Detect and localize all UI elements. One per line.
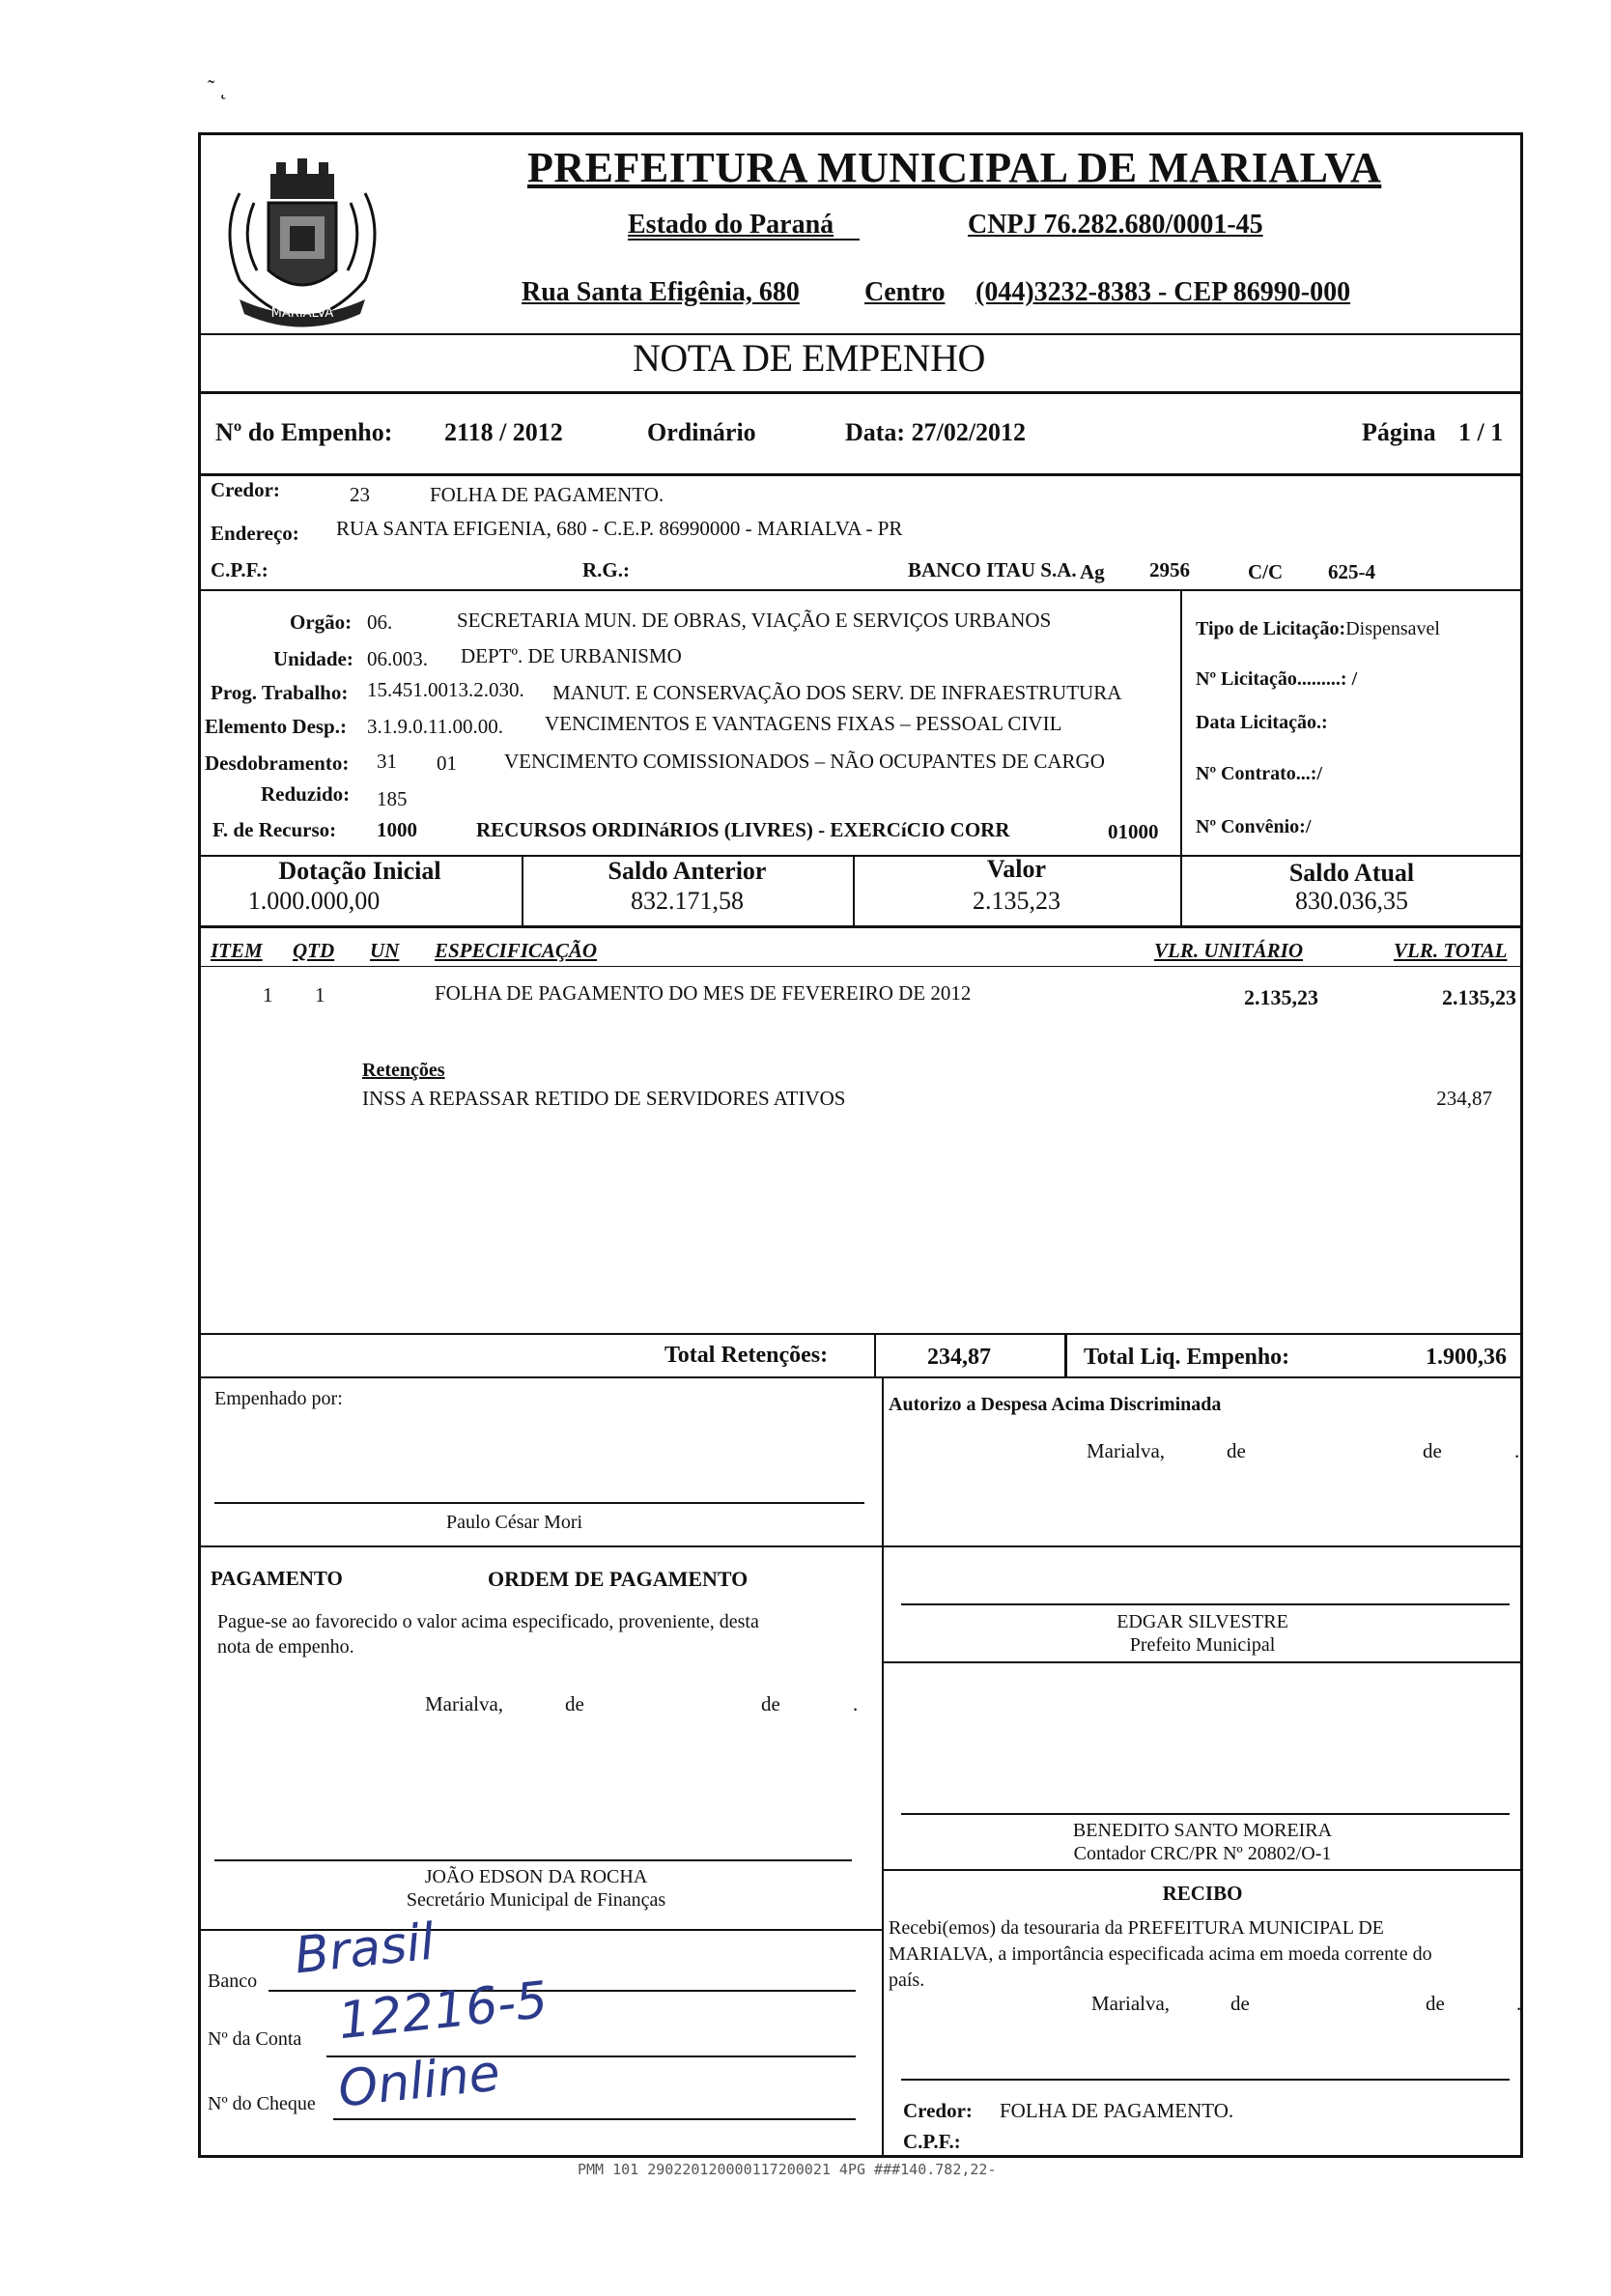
secretario-title: Secretário Municipal de Finanças [406,1889,666,1911]
recibo-credor-label: Credor: [903,2099,973,2122]
credor-name: FOLHA DE PAGAMENTO. [430,483,664,506]
document-title: NOTA DE EMPENHO [633,336,985,380]
page-title: PREFEITURA MUNICIPAL DE MARIALVA [527,144,1382,191]
convenio-label: Nº Convênio:/ [1196,816,1312,837]
header-street: Rua Santa Efigênia, 680 [522,277,800,307]
autorizo-de-1: de [1227,1439,1246,1462]
account-number: 625-4 [1328,560,1375,583]
valor-value: 2.135,23 [973,887,1060,915]
orgao-label: Orgão: [290,610,353,634]
recurso-name: RECURSOS ORDINáRIOS (LIVRES) - EXERCíCIO CORR [476,818,1010,841]
valor-label: Valor [986,855,1047,883]
header-phone-cep: (044)3232-8383 - CEP 86990-000 [975,277,1351,307]
credor-code: 23 [350,483,370,506]
col-especificacao: ESPECIFICAÇÃO [435,939,598,962]
orgao-name: SECRETARIA MUN. DE OBRAS, VIAÇÃO E SERVIÇOS URBANOS [457,609,1052,632]
ordem-pagamento-title: ORDEM DE PAGAMENTO [488,1567,749,1591]
prog-label: Prog. Trabalho: [211,681,349,704]
municipal-crest-icon [201,135,404,338]
autorizo-text: Autorizo a Despesa Acima Discriminada [889,1394,1222,1415]
contador-name: BENEDITO SANTO MOREIRA [1072,1820,1333,1841]
recibo-de-2: de [1426,1992,1445,2015]
desdobramento-label: Desdobramento: [205,751,350,775]
saldo-anterior-value: 832.171,58 [631,887,744,915]
cheque-label: Nº do Cheque [208,2093,316,2114]
elemento-code: 3.1.9.0.11.00.00. [367,715,503,738]
conta-label: Nº da Conta [208,2028,302,2050]
pague-se-line1: Pague-se ao favorecido o valor acima especificado, proveniente, desta [217,1611,759,1632]
licitacao-number-label: Nº Licitação.........: / [1196,668,1358,690]
desdobramento-b: 01 [437,751,457,775]
item-vlr-total: 2.135,23 [1442,985,1516,1009]
desdobramento-a: 31 [377,750,397,773]
empenho-number: 2118 / 2012 [444,418,563,446]
bank-name: BANCO ITAU S.A. [908,558,1077,581]
recibo-line3: país. [889,1970,925,1991]
reduzido-label: Reduzido: [261,782,351,806]
col-item: ITEM [211,939,263,962]
elemento-label: Elemento Desp.: [205,715,347,738]
svg-text:MARIALVA: MARIALVA [270,306,334,321]
saldo-atual-label: Saldo Atual [1288,859,1415,887]
agency-number: 2956 [1149,558,1190,581]
recibo-city: Marialva, [1091,1992,1171,2015]
total-liquido-value: 1.900,36 [1426,1345,1507,1370]
recibo-de-1: de [1230,1992,1250,2015]
col-vlr-total: VLR. TOTAL [1394,939,1508,962]
col-un: UN [370,939,400,962]
recibo-dot: . [1516,1992,1522,2015]
banco-label: Banco [208,1970,258,1992]
handwritten-banco: Brasil [292,1913,438,1986]
handwritten-conta: 12216-5 [335,1970,551,2052]
empenho-number-label: Nº do Empenho: [215,418,393,446]
prefeito-title: Prefeito Municipal [1129,1634,1276,1656]
unidade-name: DEPTº. DE URBANISMO [461,644,682,667]
total-liquido-label: Total Liq. Empenho: [1084,1345,1290,1370]
recibo-line1: Recebi(emos) da tesouraria da PREFEITURA MUNICIPAL DE [889,1917,1384,1939]
col-qtd: QTD [293,939,335,962]
scan-mark: ˜ ˛ [208,75,228,99]
recibo-cpf-label: C.P.F.: [903,2130,961,2153]
licitacao-tipo-label: Tipo de Licitação:Dispensavel [1196,618,1440,639]
recibo-line2: MARIALVA, a importância especificada acima em moeda corrente do [889,1943,1432,1965]
pague-se-line2: nota de empenho. [217,1636,354,1658]
item-number: 1 [263,983,273,1006]
item-especificacao: FOLHA DE PAGAMENTO DO MES DE FEVEREIRO DE 2012 [435,981,972,1005]
licitacao-date-label: Data Licitação.: [1196,712,1328,733]
empenho-date: Data: 27/02/2012 [845,418,1027,446]
elemento-name: VENCIMENTOS E VANTAGENS FIXAS – PESSOAL CIVIL [545,712,1062,735]
prog-code: 15.451.0013.2.030. [367,678,524,701]
rg-label: R.G.: [582,558,630,581]
pagamento-title: PAGAMENTO [211,1567,343,1590]
pagamento-de-2: de [761,1692,780,1715]
recurso-code: 1000 [377,818,417,841]
unidade-label: Unidade: [273,647,353,670]
pagamento-dot: . [853,1692,859,1715]
agency-label: Ag [1080,560,1105,583]
retencoes-title: Retenções [362,1060,445,1081]
autorizo-city: Marialva, [1087,1439,1166,1462]
empenho-type: Ordinário [647,418,756,446]
saldo-anterior-label: Saldo Anterior [608,857,767,885]
address-label: Endereço: [211,522,299,545]
retencao-value: 234,87 [1436,1087,1492,1110]
credor-label: Credor: [211,478,280,501]
pagamento-de-1: de [565,1692,584,1715]
empenhado-por-label: Empenhado por: [214,1388,343,1409]
total-retencoes-label: Total Retenções: [664,1343,829,1368]
secretario-name: JOÃO EDSON DA ROCHA [424,1866,648,1887]
credor-address: RUA SANTA EFIGENIA, 680 - C.E.P. 86990000 - MARIALVA - PR [336,517,903,540]
handwritten-cheque: Online [335,2044,503,2119]
dotacao-inicial-value: 1.000.000,00 [247,887,381,915]
cpf-label: C.P.F.: [211,558,268,581]
prefeito-name: EDGAR SILVESTRE [1116,1611,1288,1632]
page-number: 1 / 1 [1458,418,1504,446]
autorizo-de-2: de [1423,1439,1442,1462]
header-state-underline [628,239,860,241]
empenhado-name: Paulo César Mori [446,1512,583,1533]
page-label: Página [1362,418,1436,446]
total-retencoes-value: 234,87 [927,1345,991,1370]
footer-code: PMM 101 290220120000117200021 4PG ###140.782,22- [578,2161,997,2178]
col-vlr-unitario: VLR. UNITÁRIO [1154,939,1304,962]
header-cnpj: CNPJ 76.282.680/0001-45 [968,210,1263,240]
retencao-description: INSS A REPASSAR RETIDO DE SERVIDORES ATIVOS [362,1087,846,1110]
contador-title: Contador CRC/PR Nº 20802/O-1 [1073,1843,1332,1864]
item-qtd: 1 [315,983,325,1006]
unidade-code: 06.003. [367,647,428,670]
orgao-code: 06. [367,610,393,634]
reduzido-value: 185 [377,787,408,810]
desdobramento-name: VENCIMENTO COMISSIONADOS – NÃO OCUPANTES DE CARGO [504,750,1105,773]
pagamento-city: Marialva, [425,1692,504,1715]
contrato-label: Nº Contrato...:/ [1196,763,1323,784]
saldo-atual-value: 830.036,35 [1295,887,1408,915]
header-district: Centro [864,277,946,307]
header-state: Estado do Paraná [628,210,834,240]
autorizo-dot: . [1514,1439,1520,1462]
recurso-ref: 01000 [1108,820,1159,843]
recurso-label: F. de Recurso: [212,818,337,841]
recibo-title: RECIBO [1162,1882,1243,1905]
prog-name: MANUT. E CONSERVAÇÃO DOS SERV. DE INFRAESTRUTURA [552,681,1122,704]
recibo-credor-name: FOLHA DE PAGAMENTO. [1000,2099,1234,2122]
account-label: C/C [1248,560,1284,583]
item-vlr-unitario: 2.135,23 [1244,985,1318,1009]
dotacao-inicial-label: Dotação Inicial [278,857,441,885]
